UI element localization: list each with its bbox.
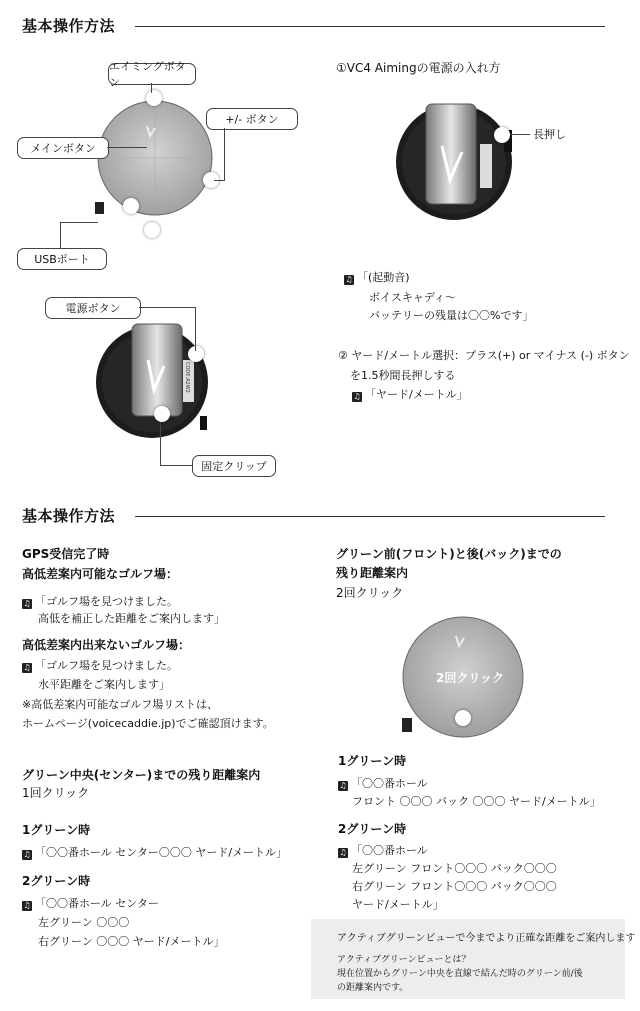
gps-msg1-line2: 高低を補正した距離をご案内します」 — [38, 612, 225, 625]
center-g2-title: 2グリーン時 — [22, 874, 91, 888]
center-g2-line3: 右グリーン 〇〇〇 ヤード/メートル」 — [38, 935, 225, 948]
leader-line — [224, 128, 225, 180]
main-button-marker-2[interactable] — [144, 222, 160, 238]
gps-elevation-heading: 高低差案内可能なゴルフ場： — [22, 567, 179, 581]
gps-no-elevation-heading: 高低差案内出来ないゴルフ場： — [22, 638, 191, 652]
audio-note-icon: ♫ — [345, 275, 353, 284]
label-longpress: 長押し — [533, 128, 566, 141]
center-g2-line1: ♫ 「〇〇番ホール センター — [23, 897, 159, 910]
frontback-g2-line3: 右グリーン フロント〇〇〇 バック〇〇〇 — [352, 880, 557, 893]
leader-line — [107, 147, 147, 148]
leader-line — [139, 307, 195, 308]
audio-note-icon: ♫ — [339, 781, 347, 790]
device-front-illustration — [95, 98, 215, 218]
center-g2-line2: 左グリーン 〇〇〇 — [38, 916, 130, 929]
frontback-g2-line2: 左グリーン フロント〇〇〇 バック〇〇〇 — [352, 862, 557, 875]
section-title-1: 基本操作方法 — [22, 17, 116, 35]
center-g1-title: 1グリーン時 — [22, 823, 91, 837]
startup-voice-line2: ボイスキャディ～ — [369, 291, 457, 304]
gps-heading: GPS受信完了時 — [22, 547, 110, 561]
audio-note-icon: ♫ — [339, 848, 347, 857]
active-line3: 現在位置からグリーン中央を直線で結んだ時のグリーン前/後 — [337, 969, 583, 979]
gps-note-line2: ホームページ(voicecaddie.jp)でご確認頂けます。 — [22, 717, 274, 730]
power-step2-line2: を1.5秒間長押しする — [350, 369, 456, 382]
frontback-click: 2回クリック — [336, 586, 404, 600]
label-aiming-button: エイミングボタン — [108, 63, 196, 85]
longpress-marker[interactable] — [494, 127, 510, 143]
leader-line — [60, 222, 98, 223]
startup-voice-line3: バッテリーの残量は〇〇%です」 — [369, 309, 534, 322]
leader-line — [60, 222, 61, 248]
label-plusminus-button: +/- ボタン — [206, 108, 298, 130]
section-rule-2 — [135, 516, 605, 517]
clip-marker — [154, 406, 170, 422]
power-step1-title: ①VC4 Aimingの電源の入れ方 — [336, 61, 501, 75]
power-step2-line3: ♫ 「ヤード/メートル」 — [353, 388, 468, 401]
leader-line — [151, 83, 152, 93]
frontback-g1-title: 1グリーン時 — [338, 754, 407, 768]
center-click: 1回クリック — [22, 786, 90, 800]
frontback-g2-line1: ♫ 「〇〇番ホール — [339, 844, 428, 857]
active-line1: アクティブグリーンビューで今までより正確な距離をご案内します — [337, 933, 636, 944]
label-power-button: 電源ボタン — [45, 297, 141, 319]
audio-note-icon: ♫ — [23, 901, 31, 910]
section-rule-1 — [135, 26, 605, 27]
audio-note-icon: ♫ — [23, 850, 31, 859]
label-fixing-clip: 固定クリップ — [192, 455, 276, 477]
gps-note-line1: ※高低差案内可能なゴルフ場リストは、 — [22, 698, 218, 711]
leader-line — [214, 180, 225, 181]
gps-msg1-line1: ♫ 「ゴルフ場を見つけました。 — [23, 595, 178, 608]
device-label-text: CODE:A2W2 — [184, 362, 190, 393]
aiming-button-marker[interactable] — [146, 90, 162, 106]
leader-line — [195, 307, 196, 351]
frontback-g1-line1: ♫ 「〇〇番ホール — [339, 777, 428, 790]
label-usb-port: USBポート — [17, 248, 107, 270]
frontback-g2-line4: ヤード/メートル」 — [352, 898, 444, 911]
frontback-heading-line1: グリーン前(フロント)と後(バック)までの — [336, 547, 562, 561]
frontback-heading-line2: 残り距離案内 — [336, 566, 409, 580]
audio-note-icon: ♫ — [23, 663, 31, 672]
two-click-label: 2回クリック — [436, 671, 504, 685]
startup-voice-line1: ♫ 「(起動音) — [345, 271, 410, 284]
device-back-illustration-2 — [392, 100, 516, 224]
power-step2-line1: ② ヤード/メートル選択：プラス(+) or マイナス (-) ボタン — [338, 349, 630, 362]
center-heading: グリーン中央(センター)までの残り距離案内 — [22, 768, 261, 782]
main-button-marker[interactable] — [123, 198, 139, 214]
frontback-g1-line2: フロント 〇〇〇 バック 〇〇〇 ヤード/メートル」 — [352, 795, 601, 808]
frontback-g2-title: 2グリーン時 — [338, 822, 407, 836]
gps-msg2-line2: 水平距離をご案内します」 — [38, 678, 170, 691]
leader-line — [160, 422, 161, 465]
leader-line — [510, 134, 530, 135]
gps-msg2-line1: ♫ 「ゴルフ場を見つけました。 — [23, 659, 178, 672]
audio-note-icon: ♫ — [353, 392, 361, 401]
active-line2: アクティブグリーンビューとは？ — [337, 955, 471, 965]
audio-note-icon: ♫ — [23, 599, 31, 608]
section-title-2: 基本操作方法 — [22, 507, 116, 525]
device-back-illustration — [92, 320, 212, 440]
leader-line — [160, 465, 192, 466]
label-main-button: メインボタン — [17, 137, 109, 159]
active-line4: の距離案内です。 — [337, 983, 409, 993]
center-g1-line: ♫ 「〇〇番ホール センター〇〇〇 ヤード/メートル」 — [23, 846, 288, 859]
power-button-marker[interactable] — [188, 346, 204, 362]
main-button-marker-3[interactable] — [455, 710, 471, 726]
active-green-view-box — [311, 919, 636, 999]
